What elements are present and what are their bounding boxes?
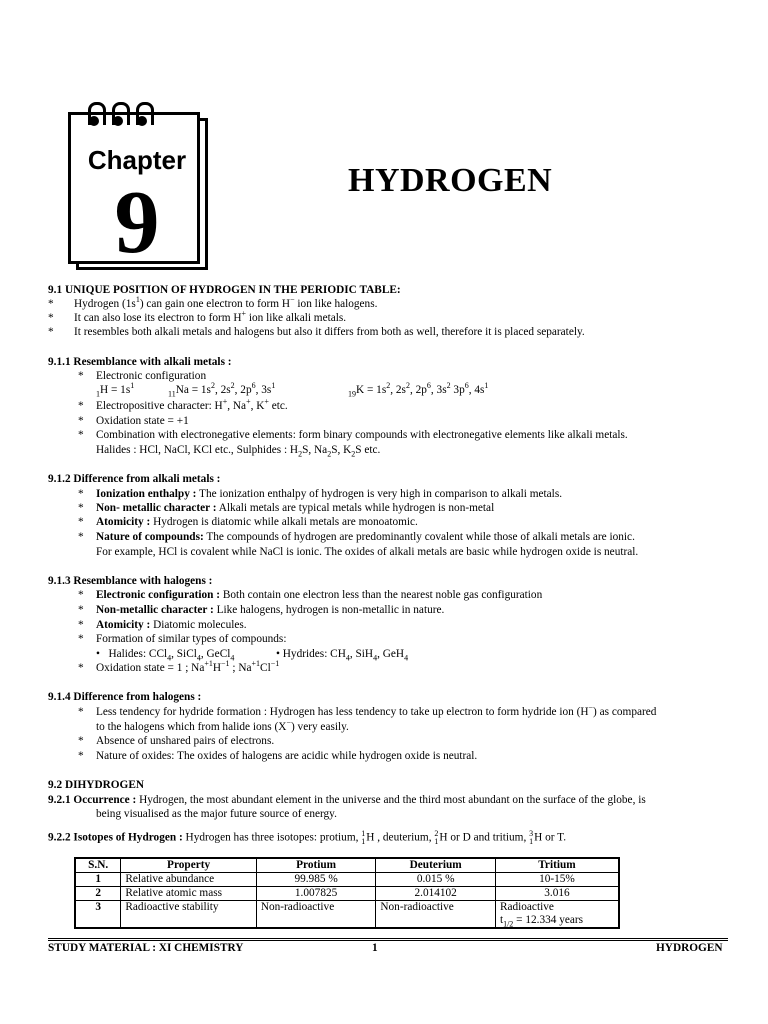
table-cell: Non-radioactive bbox=[376, 901, 496, 929]
deuterium-notation: 2 1 bbox=[434, 829, 439, 846]
s913-halides: • Halides: CCl$_4$, SiCl$_4$, GeCl$_4$ bbox=[96, 648, 235, 663]
badge-front-card bbox=[68, 112, 200, 272]
bullet-star: * bbox=[78, 502, 84, 514]
config-potassium: $_{19}K = 1s^2$, $2s^2$, $2p^6$, $3s^2$ $3p^6$, $4s^1$ bbox=[348, 381, 489, 399]
s912-bullet-4: Nature of compounds: The compounds of hydrogen are predominantly covalent while those of alkali metals are ionic. bbox=[96, 531, 635, 543]
footer-divider bbox=[48, 938, 728, 941]
bullet-star: * bbox=[78, 750, 84, 762]
bullet-star: * bbox=[48, 312, 54, 324]
table-cell: 10-15% bbox=[495, 873, 619, 887]
s912-bullet-3: Atomicity : Hydrogen is diatomic while alkali metals are monoatomic. bbox=[96, 516, 418, 528]
binder-hole-icon bbox=[137, 116, 147, 126]
chapter-number: 9 bbox=[114, 173, 160, 272]
config-sodium: $_{11}Na = 1s^2$, $2s^2$, $2p^6$, $3s^1$ bbox=[168, 381, 276, 399]
footer-right: HYDROGEN bbox=[656, 942, 723, 954]
table-cell-tritium-stability bbox=[495, 901, 619, 929]
section-9-2-heading: 9.2 DIHYDROGEN bbox=[48, 779, 145, 791]
s914-bullet-3: Nature of oxides: The oxides of halogens are acidic while hydrogen oxide is neutral. bbox=[96, 750, 478, 762]
bullet-star: * bbox=[78, 735, 84, 747]
bullet-star: * bbox=[78, 633, 84, 645]
bullet-star: * bbox=[78, 516, 84, 528]
s911-bullet-1: Electronic configuration bbox=[96, 370, 207, 382]
table-header: Property bbox=[121, 858, 256, 873]
table-row bbox=[75, 901, 619, 929]
page-number: 1 bbox=[372, 942, 378, 954]
table-header: Protium bbox=[256, 858, 376, 873]
config-hydrogen: $_1H = 1s^1$ bbox=[96, 381, 135, 399]
isotopes-paragraph: 9.2.2 Isotopes of Hydrogen : Hydrogen has three isotopes: protium, 1 1 H , deuterium, 2 1 H or D and tritium, 3 1 H or T. bbox=[48, 829, 567, 846]
table-header: Tritium bbox=[495, 858, 619, 873]
section-9-1-heading: 9.1 UNIQUE POSITION OF HYDROGEN IN THE PERIODIC TABLE: bbox=[48, 284, 401, 296]
isotope-table bbox=[74, 857, 620, 929]
table-cell: Radioactive bbox=[499, 901, 554, 913]
s913-bullet-5: Oxidation state = 1 ; $Na^{+1}H^{-1}$ ; $Na^{+1}Cl^{-1}$ bbox=[96, 659, 280, 674]
table-header: Deuterium bbox=[376, 858, 496, 873]
bullet-star: * bbox=[78, 370, 84, 382]
tritium-notation: 3 1 bbox=[529, 829, 534, 846]
s913-bullet-4: Formation of similar types of compounds: bbox=[96, 633, 287, 645]
table-row bbox=[75, 873, 619, 887]
bullet-star: * bbox=[78, 415, 84, 427]
bullet-star: * bbox=[48, 298, 54, 310]
table-header: S.N. bbox=[75, 858, 121, 873]
table-header-row bbox=[75, 858, 619, 873]
bullet-star: * bbox=[78, 488, 84, 500]
table-cell: 3.016 bbox=[495, 887, 619, 901]
s913-bullet-2: Non-metallic character : Like halogens, hydrogen is non-metallic in nature. bbox=[96, 604, 445, 616]
s914-bullet-1-cont: to the halogens which from halide ions (X−) very easily. bbox=[96, 718, 349, 733]
s911-bullet-2: Electropositive character: H+, Na+, K+ etc. bbox=[96, 397, 288, 412]
binder-hole-icon bbox=[89, 116, 99, 126]
binder-hole-icon bbox=[113, 116, 123, 126]
page-title: HYDROGEN bbox=[348, 162, 553, 199]
table-cell: Radioactive stability bbox=[121, 901, 256, 929]
occurrence-paragraph: 9.2.1 Occurrence : Hydrogen, the most abundant element in the universe and the third most abundant on the surface of the globe, is bbox=[48, 794, 646, 806]
table-cell: 2 bbox=[75, 887, 121, 901]
section-9-1-4-heading: 9.1.4 Difference from halogens : bbox=[48, 691, 202, 703]
s911-bullet-4: Combination with electronegative elements: form binary compounds with electronegative elements like alkali metals. bbox=[96, 429, 628, 441]
s91-bullet-1: Hydrogen $(1s^1)$ can gain one electron to form H− ion like halogens. bbox=[74, 295, 378, 310]
s912-bullet-1: Ionization enthalpy : The ionization enthalpy of hydrogen is very high in comparison to alkali metals. bbox=[96, 488, 563, 500]
table-cell: 2.014102 bbox=[376, 887, 496, 901]
s911-bullet-3: Oxidation state = +1 bbox=[96, 415, 189, 427]
table-cell: 0.015 % bbox=[376, 873, 496, 887]
table-cell: 99.985 % bbox=[256, 873, 376, 887]
bullet-star: * bbox=[78, 604, 84, 616]
bullet-star: * bbox=[78, 429, 84, 441]
section-9-1-3-heading: 9.1.3 Resemblance with halogens : bbox=[48, 575, 213, 587]
table-cell: Relative atomic mass bbox=[121, 887, 256, 901]
section-9-1-1-heading: 9.1.1 Resemblance with alkali metals : bbox=[48, 356, 232, 368]
section-9-1-2-heading: 9.1.2 Difference from alkali metals : bbox=[48, 473, 221, 485]
s913-bullet-1: Electronic configuration : Both contain one electron less than the nearest noble gas configuration bbox=[96, 589, 543, 601]
bullet-star: * bbox=[48, 326, 54, 338]
footer-left: STUDY MATERIAL : XI CHEMISTRY bbox=[48, 942, 244, 954]
occurrence-paragraph-cont: being visualised as the major future source of energy. bbox=[96, 808, 337, 820]
bullet-star: * bbox=[78, 706, 84, 718]
chapter-label: Chapter bbox=[87, 145, 187, 175]
table-cell: Non-radioactive bbox=[256, 901, 376, 929]
bullet-star: * bbox=[78, 589, 84, 601]
bullet-star: * bbox=[78, 662, 84, 674]
table-cell: Relative abundance bbox=[121, 873, 256, 887]
s913-bullet-3: Atomicity : Diatomic molecules. bbox=[96, 619, 247, 631]
s91-bullet-2: It can also lose its electron to form H+ ion like alkali metals. bbox=[74, 309, 347, 324]
bullet-star: * bbox=[78, 400, 84, 412]
chapter-badge bbox=[66, 102, 212, 272]
table-cell: 3 bbox=[75, 901, 121, 929]
half-life: $t_{1/2} = 12.334$ years bbox=[499, 914, 584, 929]
s914-bullet-2: Absence of unshared pairs of electrons. bbox=[96, 735, 275, 747]
bullet-star: * bbox=[78, 531, 84, 543]
protium-notation: 1 1 bbox=[361, 829, 366, 846]
s914-bullet-1: Less tendency for hydride formation : Hydrogen has less tendency to take up electron to form hydride ion (H−) as compared bbox=[96, 703, 657, 718]
s91-bullet-3: It resembles both alkali metals and halogens but also it differs from both as well, therefore it is placed separately. bbox=[74, 326, 585, 338]
s912-bullet-4-cont: For example, HCl is covalent while NaCl is ionic. The oxides of alkali metals are basic while hydrogen oxide is neutral. bbox=[96, 546, 639, 558]
s912-bullet-2: Non- metallic character : Alkali metals are typical metals while hydrogen is non-metal bbox=[96, 502, 495, 514]
s913-hydrides: • Hydrides: $CH_4$, SiH$_4$, GeH$_4$ bbox=[276, 648, 409, 663]
s911-bullet-4-cont: Halides : HCl, NaCl, KCl etc., Sulphides : $H_2S$, $Na_2S$, $K_2S$ etc. bbox=[96, 444, 381, 459]
table-row bbox=[75, 887, 619, 901]
table-cell: 1 bbox=[75, 873, 121, 887]
table-cell: 1.007825 bbox=[256, 887, 376, 901]
bullet-star: * bbox=[78, 619, 84, 631]
